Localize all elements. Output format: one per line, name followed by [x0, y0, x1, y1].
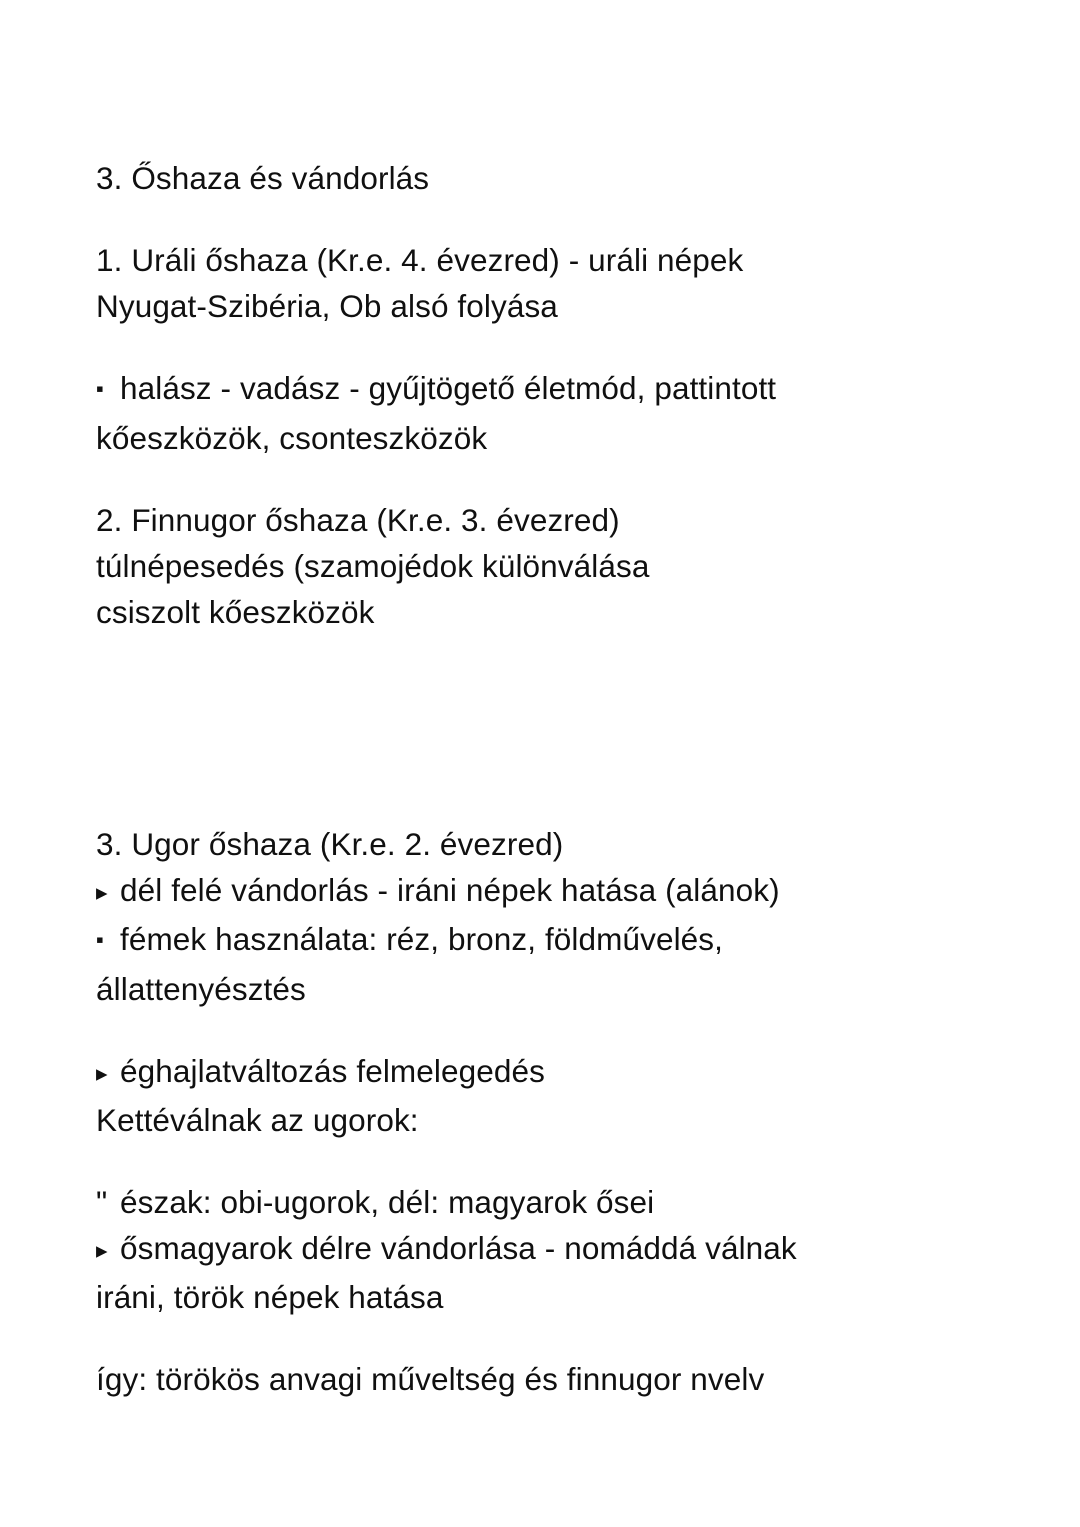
bulleted-line — [96, 1225, 990, 1274]
bulleted-line — [96, 365, 990, 415]
text-block-finnugor-oshaza — [96, 497, 990, 635]
line-text: ősmagyarok délre vándorlása - nomáddá válnak — [120, 1230, 797, 1266]
text-line: kőeszközök, csonteszközök — [96, 420, 488, 456]
bulleted-line — [96, 1048, 990, 1097]
text-line: iráni, török népek hatása — [96, 1279, 444, 1315]
text-line: Kettéválnak az ugorok: — [96, 1102, 419, 1138]
page-title: 3. Őshaza és vándorlás — [96, 160, 430, 196]
bulleted-line — [96, 1179, 990, 1225]
text-block-halasz-vadasz — [96, 365, 990, 461]
triangle-bullet-icon: ▸ — [96, 1237, 108, 1263]
text-line: 3. Ugor őshaza (Kr.e. 2. évezred) — [96, 826, 564, 862]
document-body — [96, 155, 990, 1402]
text-block-heading — [96, 155, 990, 201]
text-line: csiszolt kőeszközök — [96, 594, 375, 630]
line-text: fémek használata: réz, bronz, földművelés, — [120, 921, 723, 957]
text-line: állattenyésztés — [96, 971, 306, 1007]
triangle-bullet-icon: ▸ — [96, 879, 108, 905]
text-line: túlnépesedés (szamojédok különválása — [96, 548, 650, 584]
text-block-eszak-del — [96, 1179, 990, 1320]
square-bullet-icon: ▪ — [96, 927, 104, 952]
square-bullet-icon: ▪ — [96, 376, 104, 401]
text-line: így: törökös anvagi műveltség és finnugor nvelv — [96, 1361, 765, 1397]
text-block-ugor-oshaza — [96, 821, 990, 1012]
line-text: dél felé vándorlás - iráni népek hatása (alánok) — [120, 872, 780, 908]
bulleted-line — [96, 867, 990, 916]
text-line: 2. Finnugor őshaza (Kr.e. 3. évezred) — [96, 502, 620, 538]
line-text: észak: obi-ugorok, dél: magyarok ősei — [120, 1184, 655, 1220]
text-line: Nyugat-Szibéria, Ob alsó folyása — [96, 288, 558, 324]
text-line: 1. Uráli őshaza (Kr.e. 4. évezred) - uráli népek — [96, 242, 744, 278]
bulleted-line — [96, 916, 990, 966]
triangle-bullet-icon: ▸ — [96, 1060, 108, 1086]
line-text: halász - vadász - gyűjtögető életmód, pattintott — [120, 370, 777, 406]
line-text: éghajlatváltozás felmelegedés — [120, 1053, 545, 1089]
quote-bullet-icon: " — [96, 1184, 108, 1220]
text-block-osszegzes — [96, 1356, 990, 1402]
text-block-eghajlatvaltozas — [96, 1048, 990, 1143]
text-block-urali-oshaza — [96, 237, 990, 329]
